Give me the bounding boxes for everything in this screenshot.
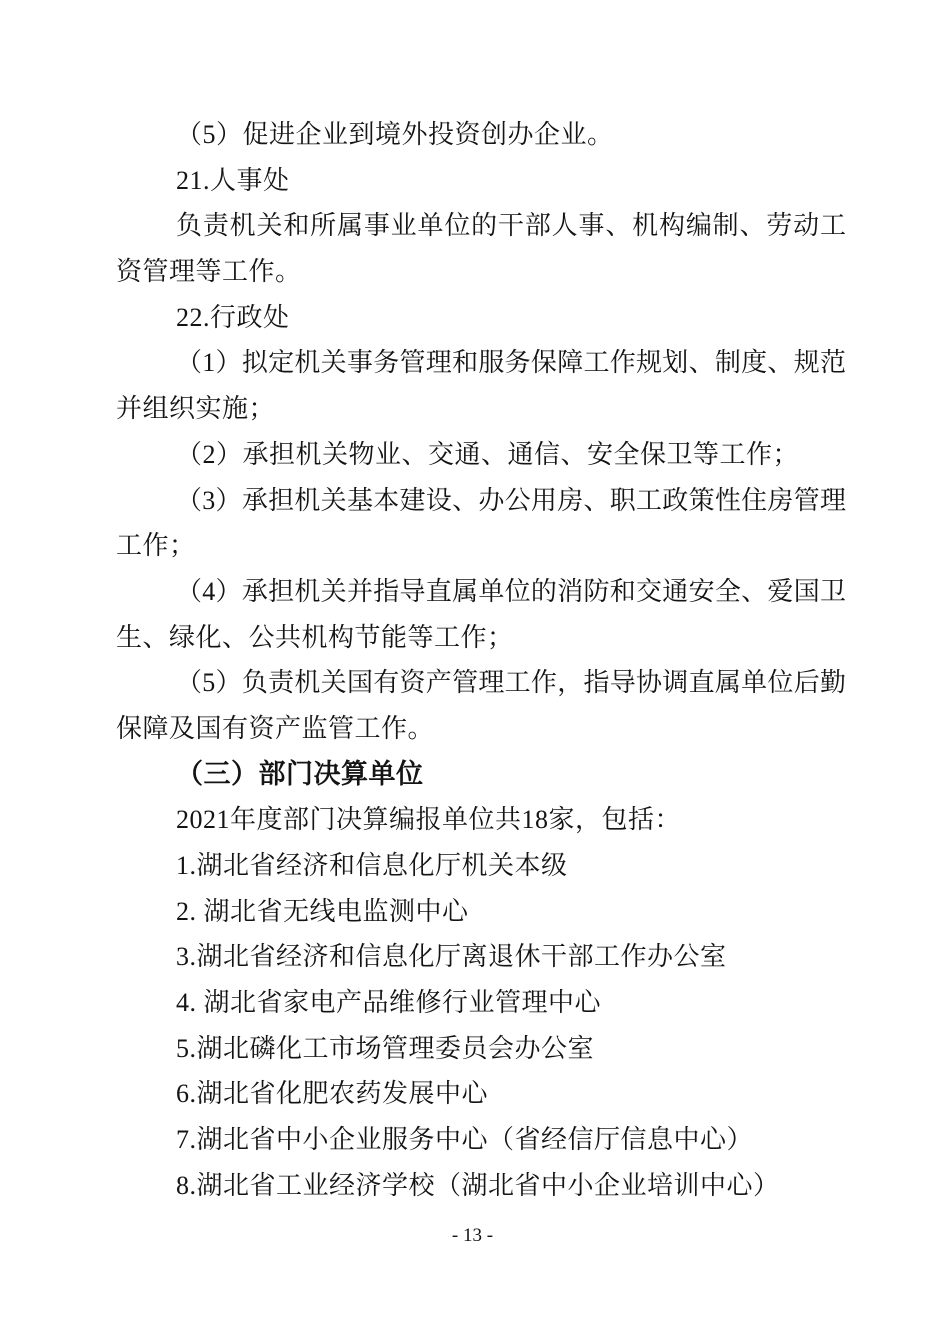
list-item-4: 4. 湖北省家电产品维修行业管理中心 xyxy=(176,988,602,1018)
para-22-item1-line1: （1）拟定机关事务管理和服务保障工作规划、制度、规范 xyxy=(176,348,846,378)
para-22-item4-line2: 生、绿化、公共机构节能等工作； xyxy=(116,622,514,652)
list-item-7: 7.湖北省中小企业服务中心（省经信厅信息中心） xyxy=(176,1125,754,1155)
para-22-item4-line1: （4）承担机关并指导直属单位的消防和交通安全、爱国卫 xyxy=(176,576,846,606)
section-heading-3: （三）部门决算单位 xyxy=(176,758,424,789)
heading-21-personnel: 21.人事处 xyxy=(176,165,290,195)
para-22-item1-line2: 并组织实施； xyxy=(116,394,276,424)
para-22-item3-line2: 工作； xyxy=(116,531,196,561)
list-item-8: 8.湖北省工业经济学校（湖北省中小企业培训中心） xyxy=(176,1170,780,1200)
list-item-2: 2. 湖北省无线电监测中心 xyxy=(176,896,469,926)
heading-22-admin: 22.行政处 xyxy=(176,302,290,332)
list-item-1: 1.湖北省经济和信息化厅机关本级 xyxy=(176,851,568,880)
list-item-3: 3.湖北省经济和信息化厅离退休干部工作办公室 xyxy=(176,942,727,972)
para-22-item3-line1: （3）承担机关基本建设、办公用房、职工政策性住房管理 xyxy=(176,485,846,515)
document-body xyxy=(116,112,846,1209)
para-22-item5-line1: （5）负责机关国有资产管理工作，指导协调直属单位后勤 xyxy=(176,668,846,698)
list-item-5: 5.湖北磷化工市场管理委员会办公室 xyxy=(176,1033,595,1063)
para-22-item2: （2）承担机关物业、交通、通信、安全保卫等工作； xyxy=(176,439,800,469)
para-22-item5-line2: 保障及国有资产监管工作。 xyxy=(116,713,435,743)
para-item5-overseas: （5）促进企业到境外投资创办企业。 xyxy=(176,120,614,149)
para-21-duties-line2: 资管理等工作。 xyxy=(116,257,302,287)
para-21-duties-line1: 负责机关和所属事业单位的干部人事、机构编制、劳动工 xyxy=(176,211,846,241)
para-units-intro: 2021年度部门决算编报单位共18家，包括： xyxy=(176,805,682,835)
page-number: - 13 - xyxy=(451,1225,494,1246)
list-item-6: 6.湖北省化肥农药发展中心 xyxy=(176,1079,489,1109)
